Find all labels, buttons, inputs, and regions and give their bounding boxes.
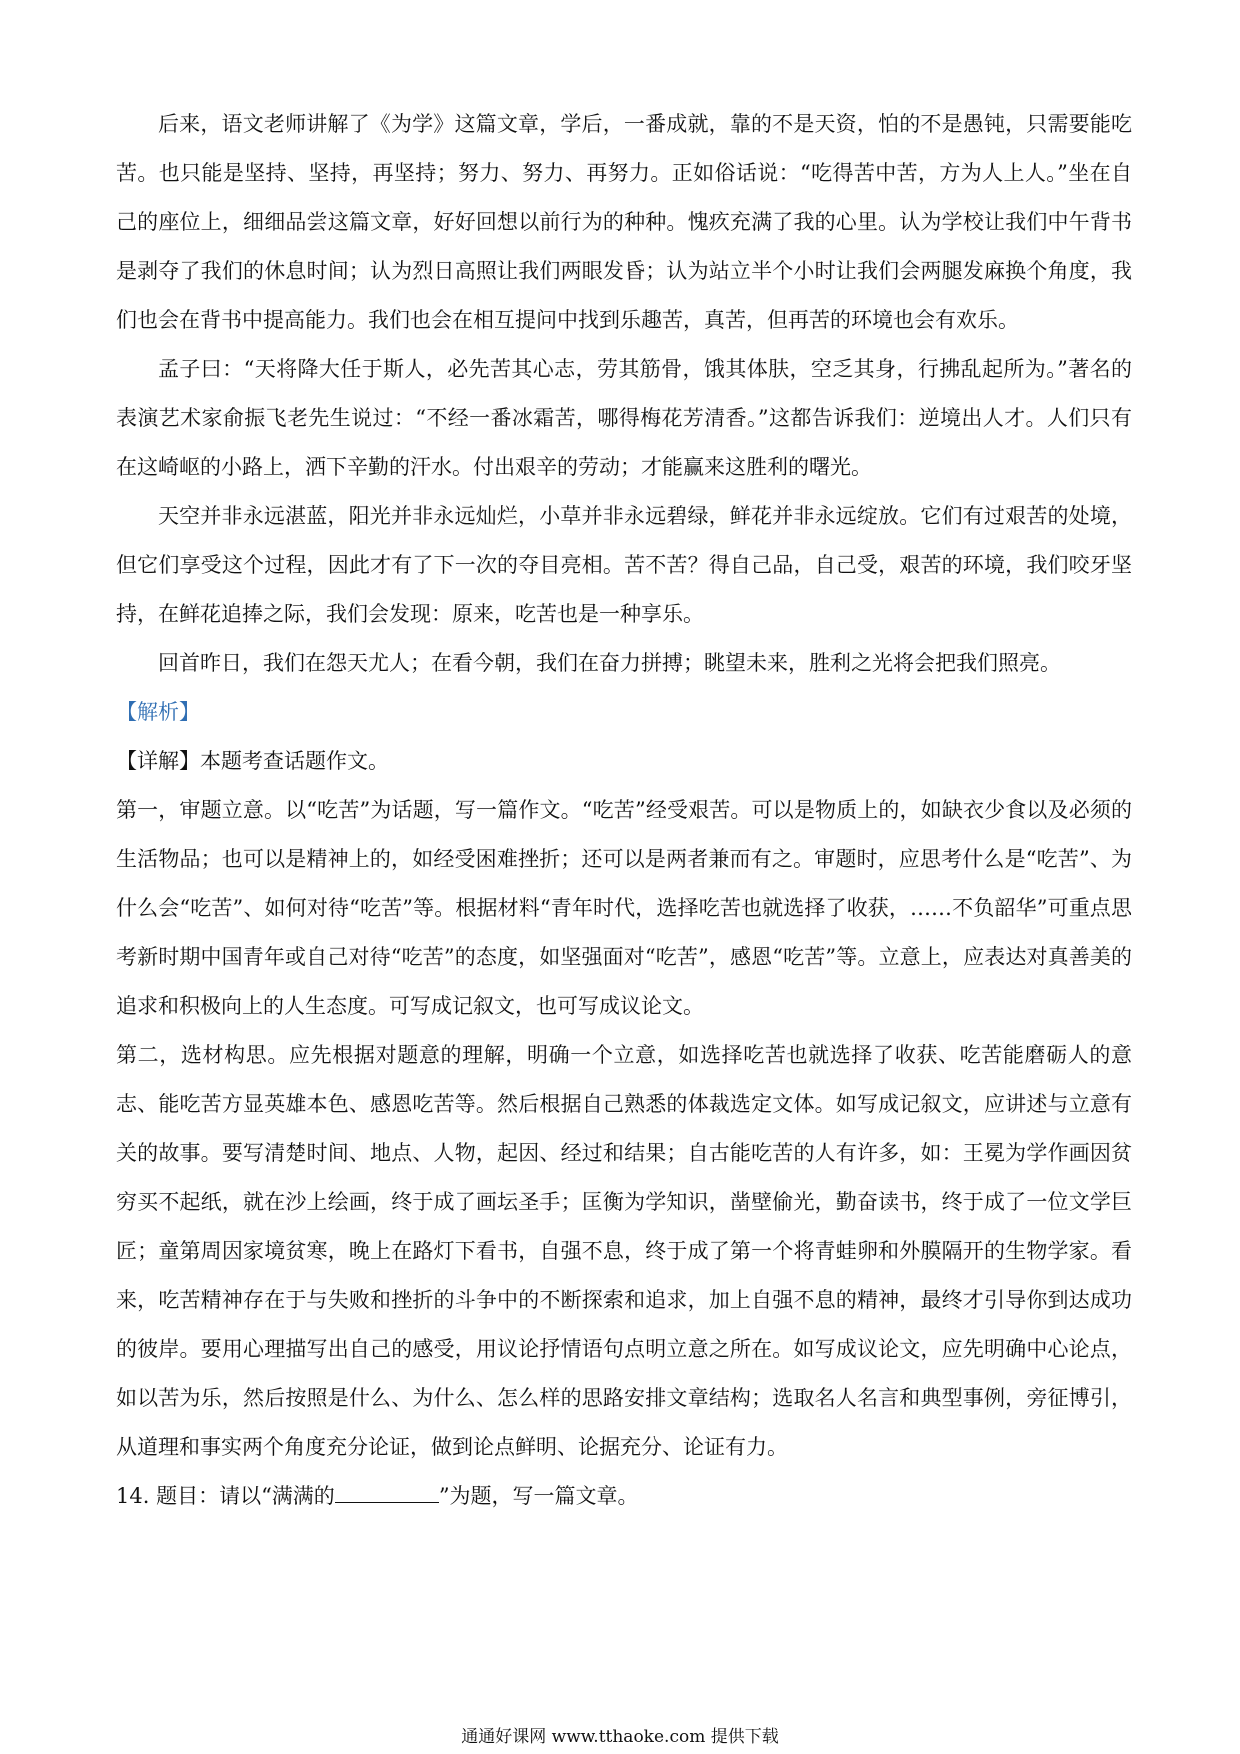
document-body (116, 100, 1132, 1521)
question-14 (116, 1472, 1132, 1521)
page-footer: 通通好课网 www.tthaoke.com 提供下载 (461, 1727, 779, 1747)
question-14-suffix: ”为题，写一篇文章。 (438, 1484, 639, 1508)
analysis-detail: 【详解】本题考查话题作文。 (116, 749, 389, 773)
analysis-second: 第二，选材构思。应先根据对题意的理解，明确一个立意，如选择吃苦也就选择了收获、吃苦能磨砺人的意志、能吃苦方显英雄本色、感恩吃苦等。然后根据自己熟悉的体裁选定文体。如写成记叙文，应讲述与立意有关的故事。要写清楚时间、地点、人物，起因、经过和结果；自古能吃苦的人有许多，如：王冕为学作画因贫穷买不起纸，就在沙上绘画，终于成了画坛圣手；匡衡为学知识，凿壁偷光，勤奋读书，终于成了一位文学巨匠；童第周因家境贫寒，晚上在路灯下看书，自强不息，终于成了第一个将青蛙卵和外膜隔开的生物学家。看来，吃苦精神存在于与失败和挫折的斗争中的不断探索和追求，加上自强不息的精神，最终才引导你到达成功的彼岸。要用心理描写出自己的感受，用议论抒情语句点明立意之所在。如写成议论文，应先明确中心论点，如以苦为乐，然后按照是什么、为什么、怎么样的思路安排文章结构；选取名人名言和典型事例，旁征博引，从道理和事实两个角度充分论证，做到论点鲜明、论据充分、论证有力。 (116, 1043, 1132, 1459)
analysis-first: 第一，审题立意。以“吃苦”为话题，写一篇作文。“吃苦”经受艰苦。可以是物质上的，如缺衣少食以及必须的生活物品；也可以是精神上的，如经受困难挫折；还可以是两者兼而有之。审题时，应思考什么是“吃苦”、为什么会“吃苦”、如何对待“吃苦”等。根据材料“青年时代，选择吃苦也就选择了收获，……不负韶华”可重点思考新时期中国青年或自己对待“吃苦”的态度，如坚强面对“吃苦”，感恩“吃苦”等。立意上，应表达对真善美的追求和积极向上的人生态度。可写成记叙文，也可写成议论文。 (116, 798, 1132, 1018)
essay-paragraph-2: 孟子曰：“天将降大任于斯人，必先苦其心志，劳其筋骨，饿其体肤，空乏其身，行拂乱起所为。”著名的表演艺术家俞振飞老先生说过：“不经一番冰霜苦，哪得梅花芳清香。”这都告诉我们：逆境出人才。人们只有在这崎岖的小路上，洒下辛勤的汗水。付出艰辛的劳动；才能赢来这胜利的曙光。 (116, 357, 1132, 479)
question-14-prefix: 14. 题目：请以“满满的 (116, 1484, 335, 1508)
analysis-label: 【解析】 (116, 700, 200, 724)
essay-paragraph-3: 天空并非永远湛蓝，阳光并非永远灿烂，小草并非永远碧绿，鲜花并非永远绽放。它们有过艰苦的处境，但它们享受这个过程，因此才有了下一次的夺目亮相。苦不苦？得自己品，自己受，艰苦的环境，我们咬牙坚持，在鲜花追捧之际，我们会发现：原来，吃苦也是一种享乐。 (116, 504, 1132, 626)
essay-paragraph-1: 后来，语文老师讲解了《为学》这篇文章，学后，一番成就，靠的不是天资，怕的不是愚钝，只需要能吃苦。也只能是坚持、坚持，再坚持；努力、努力、再努力。正如俗话说：“吃得苦中苦，方为人上人。”坐在自己的座位上，细细品尝这篇文章，好好回想以前行为的种种。愧疚充满了我的心里。认为学校让我们中午背书是剥夺了我们的休息时间；认为烈日高照让我们两眼发昏；认为站立半个小时让我们会两腿发麻换个角度，我们也会在背书中提高能力。我们也会在相互提问中找到乐趣苦，真苦，但再苦的环境也会有欢乐。 (116, 112, 1132, 332)
answer-blank (335, 1484, 439, 1503)
essay-paragraph-4: 回首昨日，我们在怨天尤人；在看今朝，我们在奋力拼搏；眺望未来，胜利之光将会把我们照亮。 (158, 651, 1061, 675)
